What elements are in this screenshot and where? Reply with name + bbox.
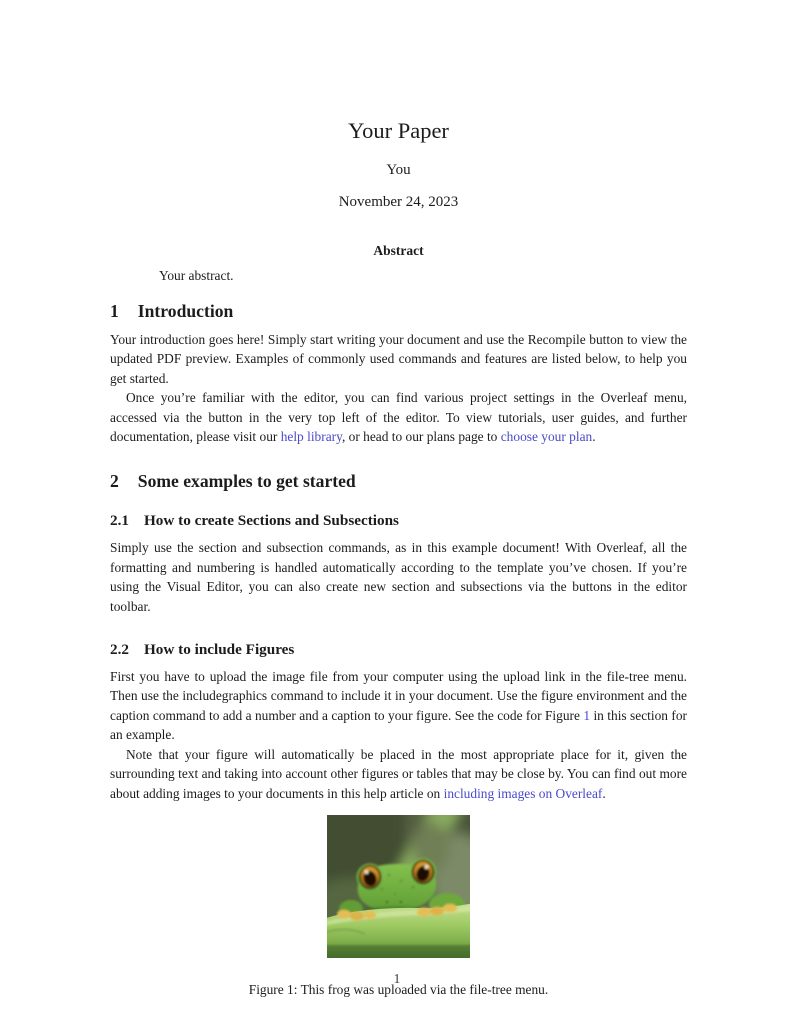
paragraph-text: .	[602, 785, 606, 801]
subsection-title: How to include Figures	[143, 641, 295, 659]
abstract-heading: Abstract	[373, 243, 424, 258]
paragraph-text: First you have to upload the image file from your computer using the upload link in the file-tree menu. Then use the includegraphics command to include it in your document. Use the figure environment and the caption command to add a number and a caption to your figure. See the code for Figure	[110, 669, 687, 723]
intro-paragraph-2	[110, 388, 687, 446]
subsection-heading-sections	[110, 511, 687, 530]
paragraph-text: Note that your figure will automatically be placed in the most appropriate place for it, given the surrounding text and taking into account other figures or tables that may be close by. You can find out more about adding images to your documents in this help article on	[110, 746, 687, 801]
section-heading-examples	[110, 470, 687, 492]
subsections-paragraph: Simply use the section and subsection commands, as in this example document! With Overleaf, all the formatting and numbering is handled automatically according to the template you’ve chosen. If you’re using the Visual Editor, you can also create new section and subsections via the buttons in the editor toolbar.	[110, 540, 687, 614]
paragraph-text: in this section for an example.	[110, 707, 687, 743]
section-heading-introduction	[110, 300, 687, 322]
help-library-link[interactable]: help library	[280, 429, 342, 445]
subsection-heading-figures	[110, 640, 687, 659]
figure-1-ref-link[interactable]: 1	[583, 707, 591, 723]
figure-caption: Figure 1: This frog was uploaded via the file-tree menu.	[248, 981, 549, 997]
page-number: 1	[393, 971, 401, 986]
subsection-number: 2.1	[110, 512, 129, 530]
frog-photo-graphic	[327, 815, 470, 958]
subsection-number: 2.2	[110, 641, 129, 659]
section-title: Introduction	[137, 301, 234, 321]
paper-date: November 24, 2023	[338, 194, 459, 210]
abstract-text: Your abstract.	[159, 268, 234, 283]
including-images-overleaf-link[interactable]: including images on Overleaf	[443, 785, 603, 801]
figures-paragraph-1	[110, 667, 687, 745]
section-number: 1	[110, 301, 119, 321]
paper-title: Your Paper	[348, 118, 449, 143]
section-title: Some examples to get started	[137, 471, 356, 492]
text-column	[110, 0, 687, 998]
subsection-title: How to create Sections and Subsections	[143, 512, 399, 530]
intro-paragraph-1: Your introduction goes here! Simply start writing your document and use the Recompile button to view the updated PDF preview. Examples of commonly used commands and features are listed below, to help you get started.	[110, 332, 687, 386]
paragraph-text: Once you’re familiar with the editor, you can find various project settings in the Overleaf menu, accessed via the button in the very top left of the editor. To view tutorials, user guides, and further documentation, please visit our	[110, 390, 687, 445]
figure-1	[110, 815, 687, 963]
frog-photo	[327, 815, 470, 958]
paragraph-text: , or head to our plans page to	[341, 429, 501, 445]
section-number: 2	[110, 471, 119, 492]
paper-author: You	[386, 162, 411, 178]
choose-your-plan-link[interactable]: choose your plan	[500, 429, 593, 445]
figures-paragraph-2	[110, 745, 687, 803]
paragraph-text: .	[592, 429, 596, 445]
